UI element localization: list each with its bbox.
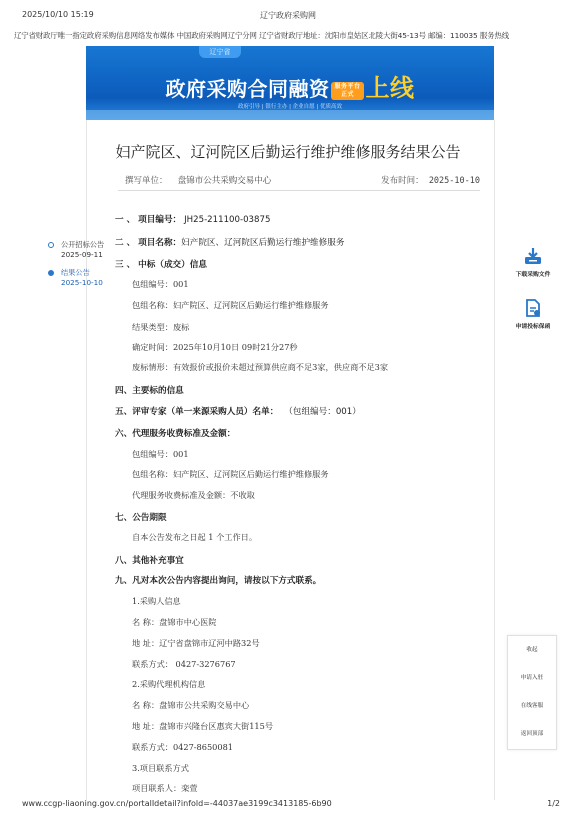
agency-info-heading: 2.采购代理机构信息 <box>132 679 206 689</box>
award-package-name: 包组名称：妇产院区、辽河院区后勤运行维护维修服务 <box>132 300 329 310</box>
collapse-button[interactable]: 收起 <box>526 647 538 653</box>
fee-package-number: 包组编号：001 <box>132 449 189 459</box>
project-contact-person: 项目联系人：栾萱 <box>132 783 198 793</box>
purchaser-name: 名 称：盘锦市中心医院 <box>132 617 217 627</box>
banner-province-tag: 辽宁省 <box>199 46 241 58</box>
online-service-button[interactable]: 在线客服 <box>520 703 544 709</box>
side-actions <box>510 246 556 350</box>
purchaser-address: 地 址：辽宁省盘锦市辽河中路32号 <box>132 638 260 648</box>
section-contact: 九、凡对本次公告内容提出询问，请按以下方式联系。 <box>115 576 322 586</box>
download-icon <box>523 246 543 266</box>
site-topbar: 辽宁省财政厅唯一指定政府采购信息网络发布媒体 中国政府采购网辽宁分网 辽宁省财政厅地址：沈阳市皇姑区北陵大街45-13号 邮编：110035 服务热线 <box>14 31 510 40</box>
section-project-number: 一 、 项目编号： JH25-211100-03875 <box>115 215 271 225</box>
award-failure-reason: 废标情形：有效报价或报价未超过预算供应商不足3家，供应商不足3家 <box>132 362 389 372</box>
banner-platform-pill: 服务平台 正式 <box>331 82 363 100</box>
publisher-info: 撰写单位： 盘锦市公共采购交易中心 <box>125 176 272 186</box>
notice-timeline <box>48 240 108 296</box>
banner-wave-decoration <box>86 110 494 120</box>
apply-guarantee-button[interactable]: 申请投标保函 <box>510 298 556 330</box>
banner-headline <box>86 68 494 103</box>
agency-address: 地 址：盘锦市兴隆台区惠宾大街115号 <box>132 721 274 731</box>
timeline-dot-icon <box>48 242 54 248</box>
content-border-right <box>494 120 495 800</box>
meta-divider <box>118 190 480 191</box>
publish-time-info: 发布时间： 2025-10-10 <box>381 176 480 186</box>
print-date: 2025/10/10 15:19 <box>22 10 94 19</box>
timeline-item-result[interactable]: 结果公告 2025-10-10 <box>48 268 108 288</box>
publish-date: 2025-10-10 <box>428 176 480 186</box>
project-contact-heading: 3.项目联系方式 <box>132 763 189 773</box>
apply-enter-button[interactable]: 申请入驻 <box>520 675 544 681</box>
document-icon <box>523 298 543 318</box>
section-other-matters: 八、其他补充事宜 <box>115 556 184 566</box>
section-award-info: 三 、 中标（成交）信息 <box>115 260 207 270</box>
section-project-name: 二 、 项目名称：妇产院区、辽河院区后勤运行维护维修服务 <box>115 238 345 248</box>
print-page-title: 辽宁政府采购网 <box>260 11 316 20</box>
purchaser-phone: 联系方式： 0427-3276767 <box>132 659 236 669</box>
agency-name: 名 称：盘锦市公共采购交易中心 <box>132 700 250 710</box>
section-notice-period: 七、公告期限 <box>115 513 167 523</box>
section-main-items: 四、主要标的信息 <box>115 386 184 396</box>
floating-service-panel <box>507 635 557 750</box>
publisher-name: 盘锦市公共采购交易中心 <box>177 176 272 186</box>
notice-meta <box>125 174 480 188</box>
section-review-experts: 五、评审专家（单一来源采购人员）名单： （包组编号：001） <box>115 407 361 417</box>
page-url: www.ccgp-liaoning.gov.cn/portalIdetail?infold=-44037ae3199c3413185-6b90 <box>22 799 332 808</box>
back-to-top-button[interactable]: 返回顶部 <box>520 731 544 737</box>
timeline-dot-icon <box>48 270 54 276</box>
purchaser-info-heading: 1.采购人信息 <box>132 596 181 606</box>
fee-package-name: 包组名称：妇产院区、辽河院区后勤运行维护维修服务 <box>132 469 329 479</box>
project-name: 妇产院区、辽河院区后勤运行维护维修服务 <box>181 238 345 248</box>
banner-slogan: 政府引导 | 银行主办 | 企业自愿 | 优质高效 <box>237 104 343 110</box>
fee-standard: 代理服务收费标准及金额：不收取 <box>132 490 255 500</box>
agency-phone: 联系方式：0427-8650081 <box>132 742 234 752</box>
page-number: 1/2 <box>547 799 560 808</box>
award-result-type: 结果类型：废标 <box>132 322 190 332</box>
notice-period-text: 自本公告发布之日起 1 个工作日。 <box>132 532 258 542</box>
award-confirm-time: 确定时间：2025年10月10日 09时21分27秒 <box>132 342 298 352</box>
project-number: JH25-211100-03875 <box>184 215 271 225</box>
banner-online-text: 上线 <box>365 74 415 102</box>
promo-banner[interactable] <box>86 46 494 120</box>
content-border-left <box>86 120 87 800</box>
section-agency-fee: 六、代理服务收费标准及金额： <box>115 429 236 439</box>
award-package-number: 包组编号：001 <box>132 279 189 289</box>
notice-title: 妇产院区、辽河院区后勤运行维护维修服务结果公告 <box>115 143 461 161</box>
banner-main-text: 政府采购合同融资 <box>165 77 330 101</box>
timeline-item-tender[interactable]: 公开招标公告 2025-09-11 <box>48 240 108 260</box>
download-docs-button[interactable]: 下载采购文件 <box>510 246 556 278</box>
